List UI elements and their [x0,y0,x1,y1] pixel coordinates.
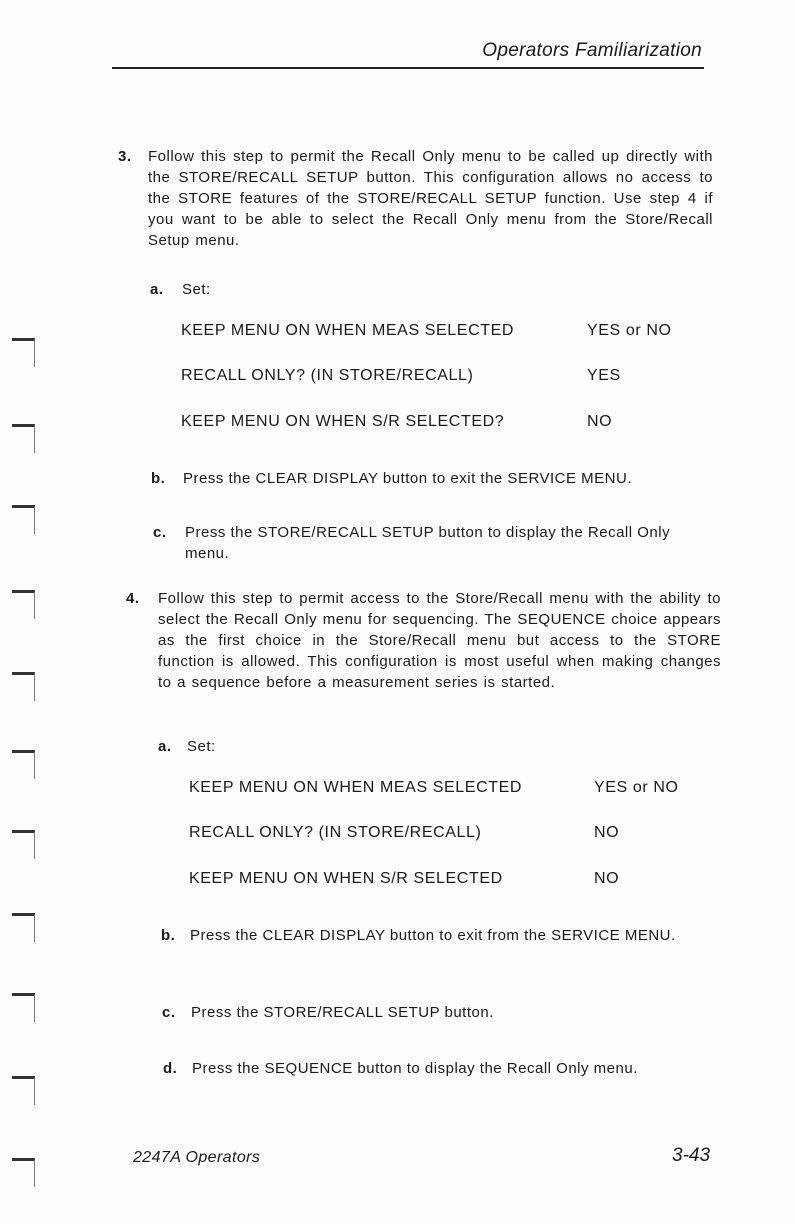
setting-value: YES or NO [587,322,672,339]
step-4b [161,925,691,946]
setting-value: NO [587,413,613,430]
step-4c [162,1002,722,1023]
footer-page-number: 3-43 [672,1145,711,1166]
step-3-number: 3. [118,148,132,165]
setting-name: RECALL ONLY? (IN STORE/RECALL) [181,367,474,384]
setting-value: NO [594,824,620,841]
step-3c-label: c. [153,524,167,541]
step-3b [151,468,711,489]
step-3-paragraph [118,146,713,251]
setting-value: YES or NO [594,779,679,796]
setting-name: KEEP MENU ON WHEN MEAS SELECTED [189,779,523,796]
page-header-title: Operators Familiarization [482,40,702,61]
step-4d [163,1058,723,1079]
step-3a-label: a. [150,281,164,298]
setting-name: KEEP MENU ON WHEN S/R SELECTED [189,870,503,887]
setting-name: KEEP MENU ON WHEN MEAS SELECTED [181,322,515,339]
step-4d-text: Press the SEQUENCE button to display the Recall Only menu. [192,1060,638,1077]
setting-value: NO [594,870,620,887]
step-3b-label: b. [151,470,166,487]
setting-name: RECALL ONLY? (IN STORE/RECALL) [189,824,482,841]
step-3b-text: Press the CLEAR DISPLAY button to exit the SERVICE MENU. [183,470,633,487]
step-3c-text: Press the STORE/RECALL SETUP button to display the Recall Only menu. [185,524,671,562]
step-4c-text: Press the STORE/RECALL SETUP button. [191,1004,494,1021]
step-3a-text: Set: [182,281,211,298]
step-4-text: Follow this step to permit access to the Store/Recall menu with the ability to select the Recall Only menu for sequencing. The SEQUENCE choice appears as the first choice in the Store/Recall menu but access to the STORE function is allowed. This configuration is most useful when making changes to a sequence before a measurement series is started. [158,590,721,691]
step-4a-label: a. [158,738,172,755]
step-4-paragraph [126,588,721,693]
footer-manual-title: 2247A Operators [133,1149,261,1166]
step-3c [153,522,718,564]
step-4b-text: Press the CLEAR DISPLAY button to exit from the SERVICE MENU. [190,927,676,944]
step-4-number: 4. [126,590,140,607]
setting-name: KEEP MENU ON WHEN S/R SELECTED? [181,413,505,430]
step-4b-label: b. [161,927,176,944]
step-3a [150,279,211,300]
step-4d-label: d. [163,1060,178,1077]
step-4c-label: c. [162,1004,176,1021]
step-3-text: Follow this step to permit the Recall Only menu to be called up directly with the STORE/RECALL SETUP button. This configuration allows no access to the STORE features of the STORE/RECALL SETUP function. Use step 4 if you want to be able to select the Recall Only menu from the Store/Recall Setup menu. [148,148,713,249]
setting-value: YES [587,367,621,384]
header-rule [112,67,704,69]
step-4a-text: Set: [187,738,216,755]
step-4a [158,736,216,757]
